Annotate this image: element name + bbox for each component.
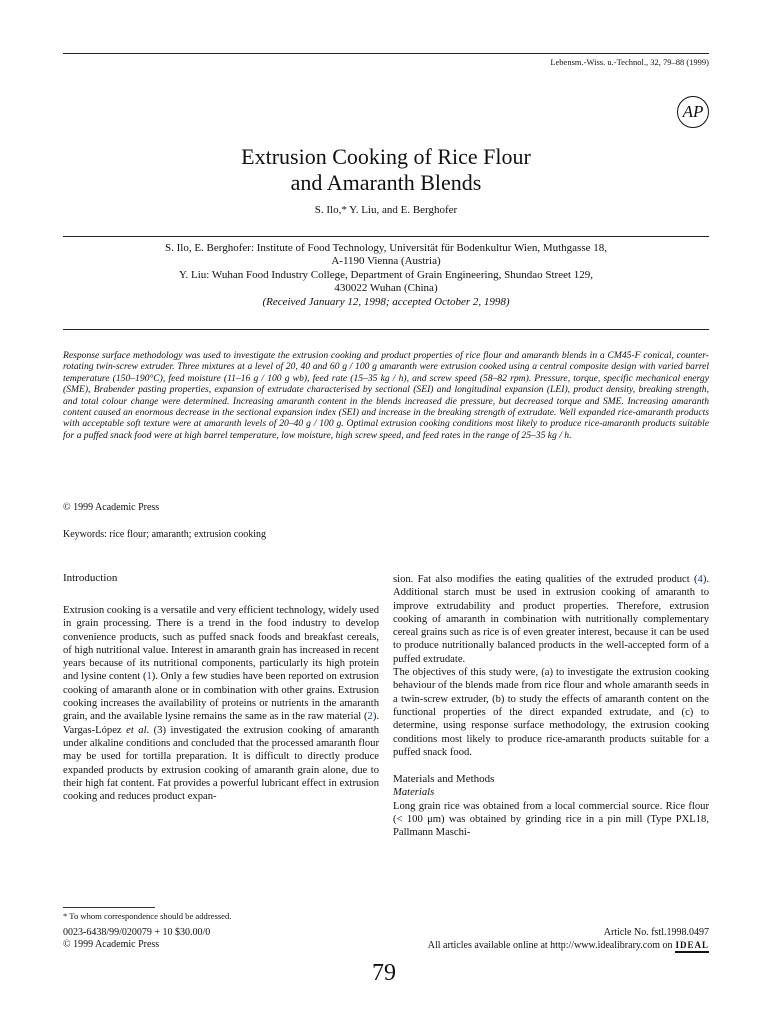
authors: S. Ilo,* Y. Liu, and E. Berghofer bbox=[314, 204, 458, 216]
intro-text-c: ). Vargas-López bbox=[63, 711, 379, 736]
intro-text-b: ). Only a few studies have been reported on extrusion cooking of amaranth alone or in combination with other grains. Extrusion cooking increases the availability of proteins or nutrients in the amaranth grain, and the available lysine remains the same as in the raw material ( bbox=[63, 671, 379, 723]
intro-continued bbox=[393, 573, 709, 666]
footer-copyright: © 1999 Academic Press bbox=[63, 939, 160, 950]
article-info bbox=[428, 927, 709, 953]
publisher-logo: AP bbox=[677, 96, 709, 128]
affiliations bbox=[63, 242, 709, 309]
reference-link-2[interactable]: 2 bbox=[367, 711, 373, 723]
methods-heading: Materials and Methods bbox=[393, 773, 495, 786]
intro-text-a: Extrusion cooking is a versatile and very efficient technology, widely used in grain processing. There is a trend in the food industry to develop convenience products, such as puffed snack foods and breakfast cereals, of high nutritional value. Interest in amaranth grain has increased in recent years because of its nutritional components, particularly its high protein and lysine content ( bbox=[63, 605, 379, 683]
title-line-1: Extrusion Cooking of Rice Flour bbox=[241, 144, 531, 169]
top-rule bbox=[63, 53, 709, 54]
affiliation-line-4: 430022 Wuhan (China) bbox=[334, 282, 438, 295]
article-code bbox=[63, 927, 210, 951]
abstract-copyright: © 1999 Academic Press bbox=[63, 502, 160, 513]
objectives-paragraph: The objectives of this study were, (a) to investigate the extrusion cooking behaviour of the blends made from rice flour and whole amaranth seeds in a twin-screw extruder, (b) to study the effects of amaranth content on the functional properties of the direct expanded extrudate, and (c) to determine, using response surface methodology, the extrusion cooking conditions most likely to produce rice-amaranth products suitable for a puffed snack food. bbox=[393, 667, 709, 758]
et-al: et al bbox=[126, 724, 147, 736]
correspondence-footnote: * To whom correspondence should be addressed. bbox=[63, 911, 232, 921]
materials-subheading: Materials bbox=[393, 787, 435, 799]
journal-citation: Lebensm.-Wiss. u.-Technol., 32, 79–88 (1999) bbox=[550, 57, 709, 67]
introduction-heading: Introduction bbox=[63, 572, 118, 584]
availability-text: All articles available online at http://www.idealibrary.com on bbox=[427, 940, 673, 951]
intro-paragraph bbox=[63, 604, 379, 803]
intro-cont-text-a: sion. Fat also modifies the eating qualities of the extruded product ( bbox=[393, 574, 698, 585]
keywords: Keywords: rice flour; amaranth; extrusion cooking bbox=[63, 529, 266, 540]
materials-paragraph: Long grain rice was obtained from a local commercial source. Rice flour (< 100 μm) was obtained by grinding rice in a pin mill (Type PXL18, Pallmann Maschi- bbox=[393, 800, 709, 839]
affiliation-line-3: Y. Liu: Wuhan Food Industry College, Department of Grain Engineering, Shundao Street 129, bbox=[178, 268, 594, 281]
availability-line bbox=[428, 939, 709, 953]
article-number: Article No. fstl.1998.0497 bbox=[603, 927, 709, 938]
rule-affiliations bbox=[63, 329, 709, 330]
abstract: Response surface methodology was used to investigate the extrusion cooking and product properties of rice flour and amaranth blends in a CM45-F conical, counter-rotating twin-screw extruder. Three mixtures at a level of 20, 40 and 60 g / 100 g amaranth were extrusion cooked using a central composite design with varied barrel temperature (150–190°C), feed moisture (11–16 g / 100 g wb), feed rate (15–35 kg / h), and screw speed (58–82 rpm). Pressure, torque, specific mechanical energy (SME), Brabender pasting properties, expansion of extrudate characterised by sectional (SEI) and longitudinal expansion (LEI), product density, breaking strength, and total colour change were determined. Increasing amaranth content in the blends increased die pressure, but decreased torque and SME. Increasing amaranth content caused an enormous decrease in the sectional expansion index (SEI) and increase in the breaking strength of extrudate. Well expanded rice-amaranth products with acceptable soft texture were at amaranth levels of 20–40 g / 100 g. Optimal extrusion cooking conditions most likely to produce rice-amaranth products suitable for a puffed snack food were at high barrel temperature, low moisture, high screw speed, and feed rates in the range of 25–35 kg / h. bbox=[63, 350, 709, 441]
left-column bbox=[63, 604, 379, 803]
reference-link-1[interactable]: 1 bbox=[146, 671, 152, 683]
issn-code: 0023-6438/99/020079 + 10 $30.00/0 bbox=[63, 927, 211, 938]
footnote-rule bbox=[63, 907, 155, 908]
affiliation-line-2: A-1190 Vienna (Austria) bbox=[331, 255, 441, 268]
intro-text-d: . (3) investigated the extrusion cooking of amaranth under alkaline conditions and concluded that the processed amaranth flour may be used for tortilla preparation. It is difficult to directly produce expanded products by extrusion cooking of amaranth grain alone, due to their high fat content. Fat provides a powerful lubricant effect in extrusion cooking and reduces product expan- bbox=[63, 724, 379, 803]
title-line-2: and Amaranth Blends bbox=[290, 170, 482, 195]
page-number: 79 bbox=[372, 960, 396, 986]
ideal-logo: IDEAL bbox=[675, 939, 709, 953]
paper-title bbox=[63, 144, 709, 196]
right-column bbox=[393, 573, 709, 840]
affiliation-line-1: S. Ilo, E. Berghofer: Institute of Food Technology, Universität für Bodenkultur Wien, Muthgasse 18, bbox=[165, 242, 607, 254]
received-dates: (Received January 12, 1998; accepted October 2, 1998) bbox=[262, 295, 510, 308]
intro-cont-text-b: ). Additional starch must be used in extrusion cooking of amaranth to improve extrudability and product properties. Therefore, extrusion cooking of amaranth in combination with nutritionally complementary cereal grains such as rice is of even greater interest, because it can be used to produce nutritionally balanced products in the well-accepted form of a puffed extrudate. bbox=[393, 574, 709, 665]
rule-authors bbox=[63, 236, 709, 237]
reference-link-4[interactable]: 4 bbox=[697, 574, 703, 585]
